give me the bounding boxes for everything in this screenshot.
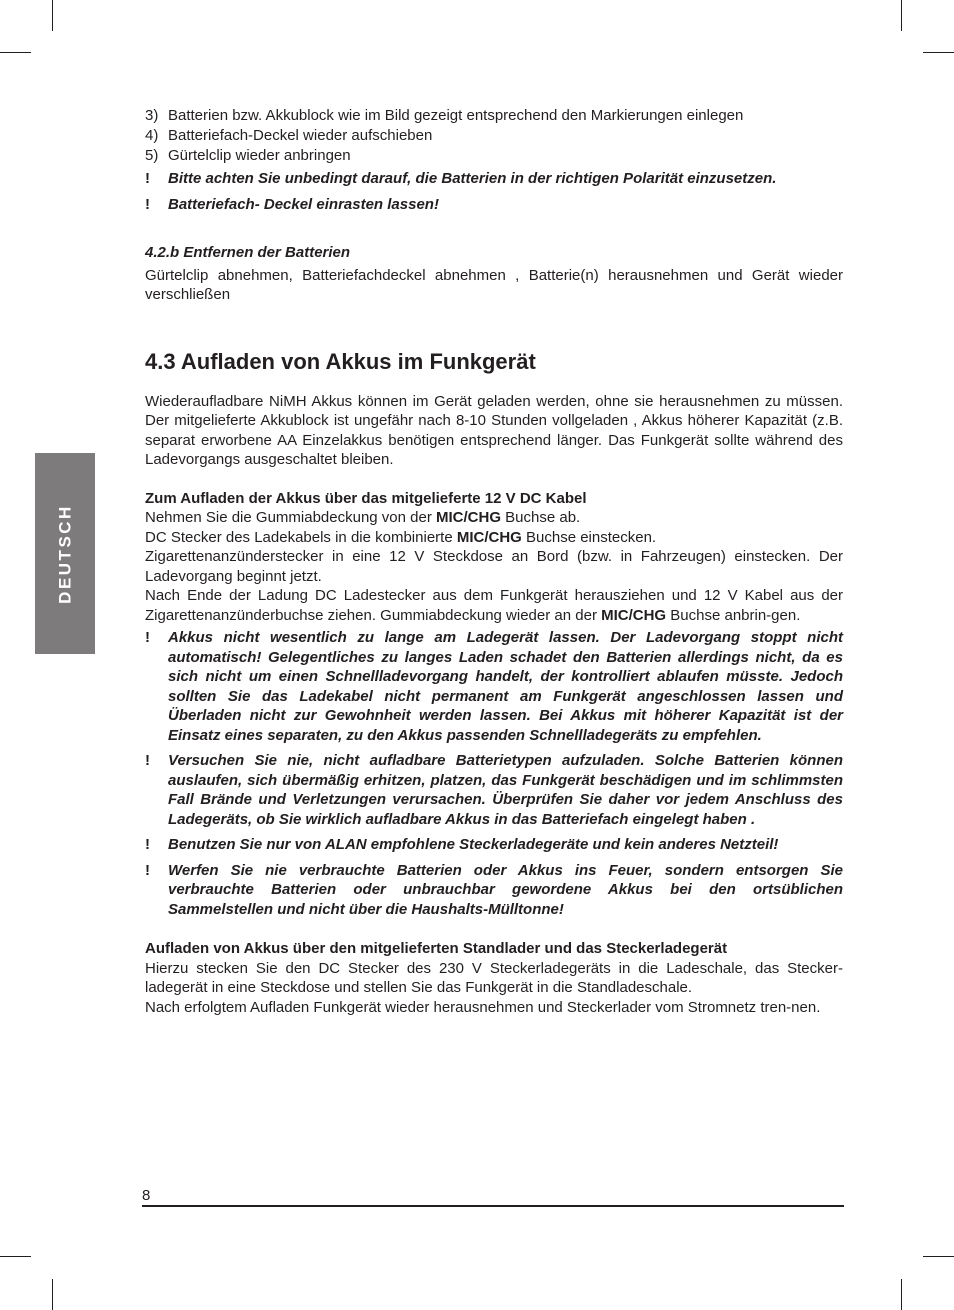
dc-cable-step-1: Nehmen Sie die Gummiabdeckung von der MIC/CHG Buchse ab. [145,509,581,526]
language-label: DEUTSCH [55,503,75,604]
crop-mark [923,1256,954,1257]
footer-rule [142,1205,844,1207]
page-number: 8 [142,1187,151,1204]
dc-cable-step-3: Zigarettenanzünderstecker in eine 12 V Steckdose an Bord (bzw. in Fahrzeugen) einstecken. Der Ladevorgang beginnt jetzt. [145,548,843,585]
language-side-tab [35,453,95,654]
crop-mark [901,1279,902,1310]
list-item: 3) Batterien bzw. Akkublock wie im Bild gezeigt entsprechend den Markierungen einlegen [145,107,744,124]
crop-mark [901,0,902,31]
standlader-heading: Aufladen von Akkus über den mitgelieferten Standlader und das Steckerladegerät [145,940,728,957]
warning-non-rechargeable: ! Versuchen Sie nie, nicht aufladbare Batterietypen aufzuladen. Solche Batterien können auslaufen, sich übermäßig erhitzen, platzen, das Funkgerät beschädigen und im schlimmsten Fall Brände und Verletzungen verursachen. Überprüfen Sie daher vor jedem Anschluss des Ladegeräts, ob Sie wirklich aufladbare Akkus in das Batteriefach eingelegt haben . [145,752,843,828]
warning-overcharge: ! Akkus nicht wesentlich zu lange am Ladegerät lassen. Der Ladevorgang stoppt nicht automatisch! Gelegentliches zu langes Laden schadet den Batterien allerdings nicht, da es sich nicht um einen Schnellladevorgang handelt, der kontrolliert ablaufen müsste. Jedoch sollten Sie das Ladekabel nicht permanent am Funkgerät angeschlossen lassen und Überladen nicht zur Gewohnheit werden lassen. Bei Akkus mit höherer Kapazität ist der Einsatz eines separaten, zu den Akkus passenden Schnellladegeräts zu empfehlen. [145,629,843,744]
dc-cable-heading: Zum Aufladen der Akkus über das mitgelieferte 12 V DC Kabel [145,489,587,507]
list-item: 4) Batteriefach-Deckel wieder aufschieben [145,127,433,144]
crop-mark [0,52,31,53]
note-cover-latch: ! Batteriefach- Deckel einrasten lassen! [145,195,439,213]
list-item: 5) Gürtelclip wieder anbringen [145,147,351,164]
warning-disposal: ! Werfen Sie nie verbrauchte Batterien oder Akkus ins Feuer, sondern entsorgen Sie verbrauchte Batterien oder unbrauchbar gewordene Akkus bei den ortsüblichen Sammelstellen und nicht über die Haushalts-Mülltonne! [145,861,843,918]
steps-list [145,106,843,166]
note-polarity: ! Bitte achten Sie unbedingt darauf, die Batterien in der richtigen Polarität einzusetzen. [145,170,777,187]
section-text-4-2-b: Gürtelclip abnehmen, Batteriefachdeckel abnehmen , Batterie(n) herausnehmen und Gerät wieder verschließen [145,266,843,303]
dc-cable-step-4: Nach Ende der Ladung DC Ladestecker aus dem Funkgerät herausziehen und 12 V Kabel aus der Zigarettenanzünderbuchse ziehen. Gummiabdeckung wieder an der MIC/CHG Buchse anbrin-gen. [145,587,843,624]
crop-mark [52,1279,53,1310]
crop-mark [0,1256,31,1257]
standlader-text-2: Nach erfolgtem Aufladen Funkgerät wieder herausnehmen und Steckerlader vom Stromnetz tren-nen. [145,998,821,1016]
standlader-text-1: Hierzu stecken Sie den DC Stecker des 230 V Steckerladegeräts in die Ladeschale, das Stecker-ladegerät in eine Steckdose und stellen Sie das Funkgerät in die Standladeschale. [145,959,843,996]
section-heading-4-2-b: 4.2.b Entfernen der Batterien [145,244,351,261]
crop-mark [52,0,53,31]
crop-mark [923,52,954,53]
section-intro-4-3: Wiederaufladbare NiMH Akkus können im Gerät geladen werden, ohne sie herausnehmen zu müssen. Der mitgelieferte Akkublock ist ungefähr nach 8-10 Stunden vollgeladen , Akkus höherer Kapazität (z.B. separat erworbene AA Einzelakkus benötigen entsprechend länger. Das Funkgerät sollte während des Ladevorgangs ausgeschaltet bleiben. [145,392,843,468]
dc-cable-step-2: DC Stecker des Ladekabels in die kombinierte MIC/CHG Buchse einstecken. [145,528,657,546]
section-heading-4-3: 4.3 Aufladen von Akkus im Funkgerät [145,348,536,374]
page-content [145,106,843,1017]
warning-alan-chargers: ! Benutzen Sie nur von ALAN empfohlene Steckerladegeräte und kein anderes Netzteil! [145,836,779,853]
